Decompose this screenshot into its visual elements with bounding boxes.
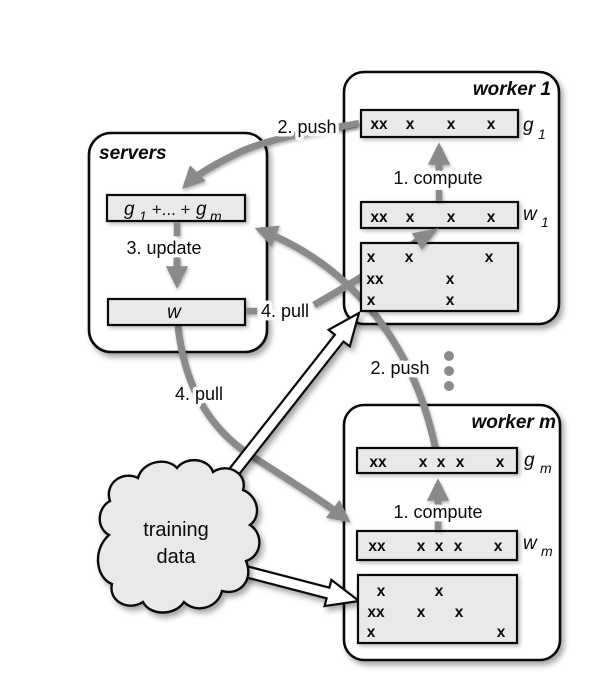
x-mark: x [405, 209, 415, 226]
x-mark: xx [367, 604, 385, 621]
x-mark: x [493, 538, 503, 555]
x-mark: x [455, 454, 465, 471]
x-mark: x [434, 538, 444, 555]
x-mark: x [418, 454, 428, 471]
x-mark: x [405, 116, 415, 133]
x-mark: x [434, 583, 444, 600]
cloud-text-line2: data [156, 546, 196, 568]
ellipsis-dots [444, 351, 454, 391]
x-mark: x [445, 271, 455, 288]
x-mark: x [486, 209, 496, 226]
x-mark: xx [368, 538, 386, 555]
x-mark: x [366, 292, 376, 309]
data-arrow-to-workerm [231, 563, 359, 606]
push-label-workerm: 2. push [370, 358, 430, 378]
worker1-data-box [361, 243, 518, 311]
worker1-g-label: g 1 [523, 115, 546, 142]
workerm-g-label: g m [524, 450, 552, 476]
cloud-text-line1: training [143, 519, 209, 541]
x-mark: x [495, 454, 505, 471]
weight-label: w [167, 302, 181, 323]
push-label-worker1: 2. push [277, 117, 337, 137]
x-mark: x [446, 209, 456, 226]
x-mark: x [446, 116, 456, 133]
x-mark: xx [369, 454, 387, 471]
x-mark: x [486, 116, 496, 133]
servers-title: servers [99, 143, 167, 164]
x-mark: xx [370, 209, 388, 226]
x-mark: x [436, 454, 446, 471]
workerm-title: worker m [471, 412, 556, 433]
worker1-compute-label: 1. compute [393, 168, 483, 188]
pull-label-servers: 4. pull [260, 301, 310, 321]
x-mark: x [404, 249, 414, 266]
x-mark: xx [370, 116, 388, 133]
x-mark: x [496, 624, 506, 641]
push1-label-dash [339, 123, 359, 127]
worker1-title: worker 1 [472, 79, 551, 100]
pull-label-workerm-path: 4. pull [174, 384, 224, 404]
workerm-compute-label: 1. compute [393, 502, 483, 522]
workerm-w-label: w m [523, 533, 553, 559]
x-mark: x [453, 538, 463, 555]
x-mark: x [445, 292, 455, 309]
x-mark: x [416, 538, 426, 555]
update-label: 3. update [126, 238, 202, 258]
x-mark: x [416, 604, 426, 621]
x-mark: x [366, 624, 376, 641]
x-mark: xx [366, 271, 384, 288]
x-mark: x [484, 249, 494, 266]
gradient-sum-label: g 1 +... + g m [124, 199, 222, 224]
worker1-w-label: w 1 [523, 204, 549, 230]
x-mark: x [376, 583, 386, 600]
x-mark: x [366, 249, 376, 266]
x-mark: x [454, 604, 464, 621]
